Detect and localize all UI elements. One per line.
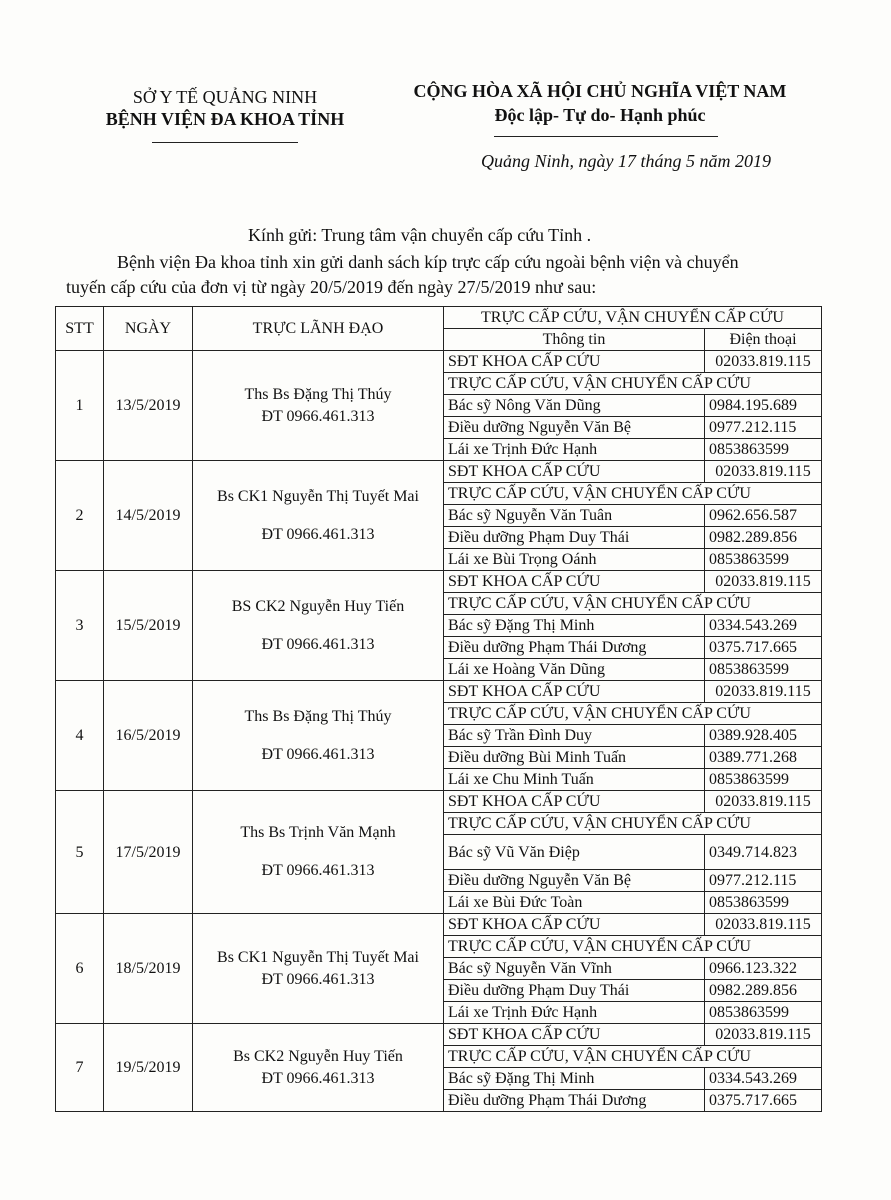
nurse-phone: 0375.717.665	[705, 1090, 822, 1112]
issuer-underline	[152, 142, 298, 143]
leader-cell	[193, 351, 444, 461]
hotline-phone: 02033.819.115	[705, 791, 822, 813]
duty-section-label: TRỰC CẤP CỨU, VẬN CHUYỂN CẤP CỨU	[444, 593, 822, 615]
doctor-name: Bác sỹ Vũ Văn Điệp	[444, 835, 705, 870]
hotline-phone: 02033.819.115	[705, 571, 822, 593]
date-cell: 14/5/2019	[104, 461, 193, 571]
duty-section-label: TRỰC CẤP CỨU, VẬN CHUYỂN CẤP CỨU	[444, 703, 822, 725]
stt-cell: 6	[56, 914, 104, 1024]
table-row	[56, 351, 822, 373]
driver-name: Lái xe Hoàng Văn Dũng	[444, 659, 705, 681]
motto-underline	[494, 136, 718, 137]
hotline-phone: 02033.819.115	[705, 1024, 822, 1046]
doctor-phone: 0966.123.322	[705, 958, 822, 980]
hotline-phone: 02033.819.115	[705, 461, 822, 483]
nurse-phone: 0982.289.856	[705, 980, 822, 1002]
table-row	[56, 791, 822, 813]
leader-phone: ĐT 0966.461.313	[261, 745, 375, 763]
leader-cell	[193, 461, 444, 571]
stt-cell: 3	[56, 571, 104, 681]
doctor-name: Bác sỹ Đặng Thị Minh	[444, 615, 705, 637]
date-cell: 19/5/2019	[104, 1024, 193, 1112]
doctor-phone: 0962.656.587	[705, 505, 822, 527]
nurse-name: Điều dưỡng Phạm Duy Thái	[444, 980, 705, 1002]
doctor-phone: 0334.543.269	[705, 615, 822, 637]
nurse-phone: 0977.212.115	[705, 870, 822, 892]
national-motto-block	[385, 80, 815, 126]
nurse-name: Điều dưỡng Phạm Thái Dương	[444, 637, 705, 659]
recipient-line: Kính gửi: Trung tâm vận chuyển cấp cứu Tỉnh .	[248, 225, 592, 245]
doctor-phone: 0389.928.405	[705, 725, 822, 747]
header-date: NGÀY	[104, 307, 193, 351]
driver-phone: 0853863599	[705, 1002, 822, 1024]
header-info: Thông tin	[444, 329, 705, 351]
driver-phone: 0853863599	[705, 659, 822, 681]
header-leader: TRỰC LÃNH ĐẠO	[193, 307, 444, 351]
leader-phone: ĐT 0966.461.313	[261, 635, 375, 653]
stt-cell: 1	[56, 351, 104, 461]
driver-name: Lái xe Chu Minh Tuấn	[444, 769, 705, 791]
hotline-label: SĐT KHOA CẤP CỨU	[444, 571, 705, 593]
hotline-label: SĐT KHOA CẤP CỨU	[444, 351, 705, 373]
hotline-label: SĐT KHOA CẤP CỨU	[444, 791, 705, 813]
duty-section-label: TRỰC CẤP CỨU, VẬN CHUYỂN CẤP CỨU	[444, 1046, 822, 1068]
leader-phone: ĐT 0966.461.313	[261, 970, 375, 988]
leader-phone: ĐT 0966.461.313	[261, 862, 375, 879]
leader-phone: ĐT 0966.461.313	[261, 525, 375, 543]
leader-phone: ĐT 0966.461.313	[261, 407, 375, 425]
date-cell: 17/5/2019	[104, 791, 193, 914]
nurse-name: Điều dưỡng Nguyễn Văn Bệ	[444, 870, 705, 892]
nurse-phone: 0982.289.856	[705, 527, 822, 549]
nurse-name: Điều dưỡng Nguyễn Văn Bệ	[444, 417, 705, 439]
table-row	[56, 571, 822, 593]
hospital-name: BỆNH VIỆN ĐA KHOA TỈNH	[105, 109, 345, 129]
hotline-label: SĐT KHOA CẤP CỨU	[444, 1024, 705, 1046]
doctor-phone: 0334.543.269	[705, 1068, 822, 1090]
date-cell: 13/5/2019	[104, 351, 193, 461]
doctor-name: Bác sỹ Đặng Thị Minh	[444, 1068, 705, 1090]
leader-name: Ths Bs Đặng Thị Thúy	[244, 385, 392, 403]
date-cell: 18/5/2019	[104, 914, 193, 1024]
date-cell: 15/5/2019	[104, 571, 193, 681]
nurse-phone: 0389.771.268	[705, 747, 822, 769]
leader-name: Ths Bs Trịnh Văn Mạnh	[240, 824, 396, 841]
doctor-phone: 0349.714.823	[705, 835, 822, 870]
driver-phone: 0853863599	[705, 769, 822, 791]
stt-cell: 4	[56, 681, 104, 791]
leader-name: Bs CK2 Nguyễn Huy Tiến	[233, 1047, 403, 1065]
doctor-name: Bác sỹ Nguyễn Văn Tuân	[444, 505, 705, 527]
leader-cell	[193, 791, 444, 914]
doctor-name: Bác sỹ Nông Văn Dũng	[444, 395, 705, 417]
driver-name: Lái xe Trịnh Đức Hạnh	[444, 1002, 705, 1024]
driver-phone: 0853863599	[705, 549, 822, 571]
intro-line-2: tuyến cấp cứu của đơn vị từ ngày 20/5/2019 đến ngày 27/5/2019 như sau:	[66, 277, 597, 297]
leader-cell	[193, 681, 444, 791]
date-cell: 16/5/2019	[104, 681, 193, 791]
table-row	[56, 914, 822, 936]
nurse-phone: 0375.717.665	[705, 637, 822, 659]
hotline-phone: 02033.819.115	[705, 681, 822, 703]
duty-section-label: TRỰC CẤP CỨU, VẬN CHUYỂN CẤP CỨU	[444, 936, 822, 958]
doctor-name: Bác sỹ Nguyễn Văn Vĩnh	[444, 958, 705, 980]
hotline-label: SĐT KHOA CẤP CỨU	[444, 461, 705, 483]
leader-cell	[193, 1024, 444, 1112]
leader-cell	[193, 571, 444, 681]
stt-cell: 2	[56, 461, 104, 571]
duty-section-label: TRỰC CẤP CỨU, VẬN CHUYỂN CẤP CỨU	[444, 813, 822, 835]
issuer-block	[80, 86, 370, 130]
header-duty-group: TRỰC CẤP CỨU, VẬN CHUYỂN CẤP CỨU	[444, 307, 822, 329]
intro-line-1: Bệnh viện Đa khoa tỉnh xin gửi danh sách kíp trực cấp cứu ngoài bệnh viện và chuyển	[117, 252, 739, 272]
leader-phone: ĐT 0966.461.313	[261, 1069, 375, 1087]
stt-cell: 5	[56, 791, 104, 914]
duty-section-label: TRỰC CẤP CỨU, VẬN CHUYỂN CẤP CỨU	[444, 373, 822, 395]
driver-name: Lái xe Bùi Trọng Oánh	[444, 549, 705, 571]
schedule-body	[56, 351, 822, 1112]
leader-name: Bs CK1 Nguyễn Thị Tuyết Mai	[217, 487, 419, 505]
department-name: SỞ Y TẾ QUẢNG NINH	[132, 87, 318, 107]
nurse-name: Điều dưỡng Bùi Minh Tuấn	[444, 747, 705, 769]
country-name: CỘNG HÒA XÃ HỘI CHỦ NGHĨA VIỆT NAM	[413, 81, 787, 101]
stt-cell: 7	[56, 1024, 104, 1112]
table-row	[56, 681, 822, 703]
hotline-phone: 02033.819.115	[705, 914, 822, 936]
driver-phone: 0853863599	[705, 892, 822, 914]
hotline-label: SĐT KHOA CẤP CỨU	[444, 914, 705, 936]
leader-name: BS CK2 Nguyễn Huy Tiến	[231, 597, 405, 615]
header-phone: Điện thoại	[705, 329, 822, 351]
doctor-name: Bác sỹ Trần Đình Duy	[444, 725, 705, 747]
hotline-phone: 02033.819.115	[705, 351, 822, 373]
table-row	[56, 461, 822, 483]
header-stt: STT	[56, 307, 104, 351]
doctor-phone: 0984.195.689	[705, 395, 822, 417]
motto: Độc lập- Tự do- Hạnh phúc	[494, 105, 706, 125]
nurse-name: Điều dưỡng Phạm Duy Thái	[444, 527, 705, 549]
driver-phone: 0853863599	[705, 439, 822, 461]
nurse-phone: 0977.212.115	[705, 417, 822, 439]
nurse-name: Điều dưỡng Phạm Thái Dương	[444, 1090, 705, 1112]
leader-name: Bs CK1 Nguyễn Thị Tuyết Mai	[217, 948, 419, 966]
leader-cell	[193, 914, 444, 1024]
duty-section-label: TRỰC CẤP CỨU, VẬN CHUYỂN CẤP CỨU	[444, 483, 822, 505]
driver-name: Lái xe Trịnh Đức Hạnh	[444, 439, 705, 461]
date-line: Quảng Ninh, ngày 17 tháng 5 năm 2019	[481, 151, 771, 171]
on-call-schedule-table	[55, 306, 822, 1112]
leader-name: Ths Bs Đặng Thị Thúy	[244, 707, 392, 725]
driver-name: Lái xe Bùi Đức Toàn	[444, 892, 705, 914]
table-row	[56, 1024, 822, 1046]
hotline-label: SĐT KHOA CẤP CỨU	[444, 681, 705, 703]
